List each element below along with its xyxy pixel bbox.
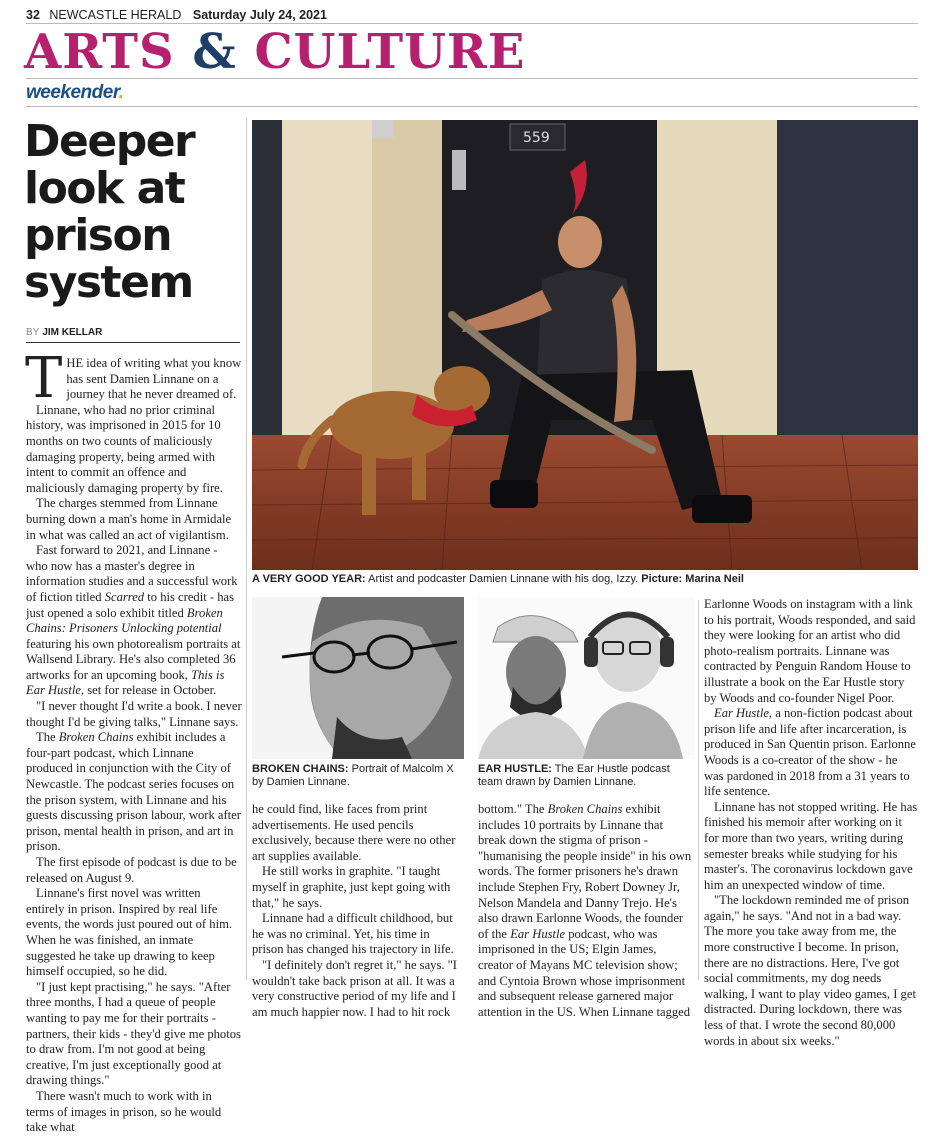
- column-divider: [246, 118, 247, 980]
- paragraph: The charges stemmed from Linnane burning down a man's home in Armidale in what was called an act of vigilantism.: [26, 496, 232, 542]
- section-rule-top: [26, 78, 918, 79]
- paragraph: Fast forward to 2021, and Linnane - who now has a master's degree in information studies and a successful work of fiction titled Scarred to his credit - has just opened a solo exhibit titled Broken Chains: Prisoners Unlocking potential featuring his own photorealism portraits at Wallsend Library. He's also completed 36 artworks for an upcoming book, This is Ear Hustle, set for release in October.: [26, 543, 241, 698]
- paragraph: Ear Hustle, a non-fiction podcast about prison life and life after incarceration, is produced in San Quentin prison. Earlonne Woods is a co-creator of the show - he was pardoned in 2018 from a 31 years to life sentence.: [704, 706, 916, 799]
- caption-label: EAR HUSTLE:: [478, 763, 552, 775]
- paragraph: The Broken Chains exhibit includes a four-part podcast, which Linnane produced in conjunction with the City of Newcastle. The podcast series focuses on the prison system, with Linnane and his guests discussing prison labour, work after prison, mental health in prison, and art in prison.: [26, 730, 241, 854]
- paragraph: "I never thought I'd write a book. I never thought I'd be giving talks," Linnane says.: [26, 699, 242, 729]
- article-headline: Deeper look at prison system: [24, 116, 195, 308]
- paragraph: He still works in graphite. "I taught myself in graphite, just kept going with that," he says.: [252, 864, 451, 910]
- paragraph: The first episode of podcast is due to be released on August 9.: [26, 855, 237, 885]
- article-column-1: [25, 346, 242, 1136]
- paragraph: "The lockdown reminded me of prison again," he says. "And not in a bad way. The more you take away from me, the more constructive I become. In prison, there are no distractions. Here, I've got social commitments, my dog needs walking, I want to play video games, I get distracted. During lockdown, there was less of that. I wrote the second 80,000 words in about six weeks.": [704, 893, 916, 1048]
- caption-label: BROKEN CHAINS:: [252, 763, 349, 775]
- newspaper-name: NEWCASTLE HERALD: [49, 8, 182, 22]
- section-word-culture: CULTURE: [254, 24, 526, 80]
- portrait-ear-hustle-team: [478, 597, 694, 759]
- svg-text:559: 559: [523, 130, 550, 146]
- byline: BY JIM KELLAR: [26, 327, 240, 343]
- issue-date: Saturday July 24, 2021: [192, 8, 327, 22]
- drop-cap: T: [25, 346, 63, 411]
- section-ampersand: &: [192, 24, 237, 80]
- paragraph: There wasn't much to work with in terms of images in prison, so he would take what: [26, 1088, 222, 1135]
- section-rule-bottom: [26, 106, 918, 107]
- article-column-2: [252, 802, 464, 1020]
- portrait-malcolm-x: [252, 597, 464, 759]
- weekender-logo: weekender.: [26, 82, 124, 103]
- page-number: 32: [26, 8, 40, 22]
- photo-credit: Picture: Marina Neil: [641, 573, 744, 585]
- paragraph: "I definitely don't regret it," he says. "I wouldn't take back prison at all. It was a very constructive period of my life and I am much happier now. I had to hit rock: [252, 957, 458, 1019]
- portrait-caption-right: EAR HUSTLE: The Ear Hustle podcast team drawn by Damien Linnane.: [478, 763, 670, 788]
- paragraph: "I just kept practising," he says. "After three months, I had a queue of people wanting to pay me for their portraits - partners, their kids - they'd give me photos to draw from. I'm not good at being creative, I'm just exceptionally good at drawing things.": [26, 979, 241, 1088]
- column-divider: [698, 600, 699, 980]
- paragraph: Linnane has not stopped writing. He has finished his memoir after working on it for more than two years, writing during semester breaks while studying for his master's. The coronavirus lockdown gave him an unexpected window of time.: [704, 799, 918, 892]
- paragraph: Linnane had a difficult childhood, but he was no criminal. Yet, his time in prison has changed his trajectory in life.: [252, 911, 454, 957]
- photo-caption: A VERY GOOD YEAR: Artist and podcaster Damien Linnane with his dog, Izzy. Picture: Marina Neil: [252, 573, 744, 585]
- section-word-arts: ARTS: [24, 24, 175, 80]
- author-name: JIM KELLAR: [42, 327, 103, 338]
- article-column-4: [704, 597, 918, 1049]
- section-title: [24, 26, 525, 78]
- caption-label: A VERY GOOD YEAR:: [252, 573, 366, 585]
- paragraph: Linnane's first novel was written entirely in prison. Inspired by real life events, the words just poured out of him. When he was finished, an inmate suggested he take up drawing to keep himself occupied, so he did.: [26, 886, 233, 979]
- masthead: [26, 8, 918, 24]
- article-column-3: [478, 802, 694, 1020]
- portrait-caption-left: BROKEN CHAINS: Portrait of Malcolm X by Damien Linnane.: [252, 763, 454, 788]
- paragraph: Earlonne Woods on instagram with a link to his portrait, Woods responded, and said they were looking for an artist who did photo-realism portraits. Linnane was contracted by Penguin Random House to illustrate a book on the Ear Hustle story by Woods and co-founder Nigel Poor.: [704, 597, 916, 705]
- paragraph: THE idea of writing what you know has sent Damien Linnane on a journey that he never dreamed of.: [25, 346, 242, 411]
- photo-illustration: [252, 120, 918, 570]
- paragraph: Linnane, who had no prior criminal history, was imprisoned in 2015 for 10 months on two counts of maliciously damaging property, being armed with intent to commit an offence and maliciously damaging property by fire.: [26, 402, 223, 495]
- paragraph: he could find, like faces from print advertisements. He used pencils exclusively, because there were no other art supplies available.: [252, 802, 456, 863]
- paragraph: bottom." The Broken Chains exhibit includes 10 portraits by Linnane that break down the stigma of prison - "humanising the people inside" in his own words. The former prisoners he's drawn include Stephen Fry, Robert Downey Jr, Nelson Mandela and Danny Trejo. He's also drawn Earlonne Woods, the founder of the Ear Hustle podcast, who was imprisoned in the US; Elgin James, creator of Mayans MC television show; and Cyntoia Brown whose imprisonment and subsequent release garnered major attention in the US. When Linnane tagged: [478, 802, 692, 1019]
- main-photo: [252, 120, 918, 570]
